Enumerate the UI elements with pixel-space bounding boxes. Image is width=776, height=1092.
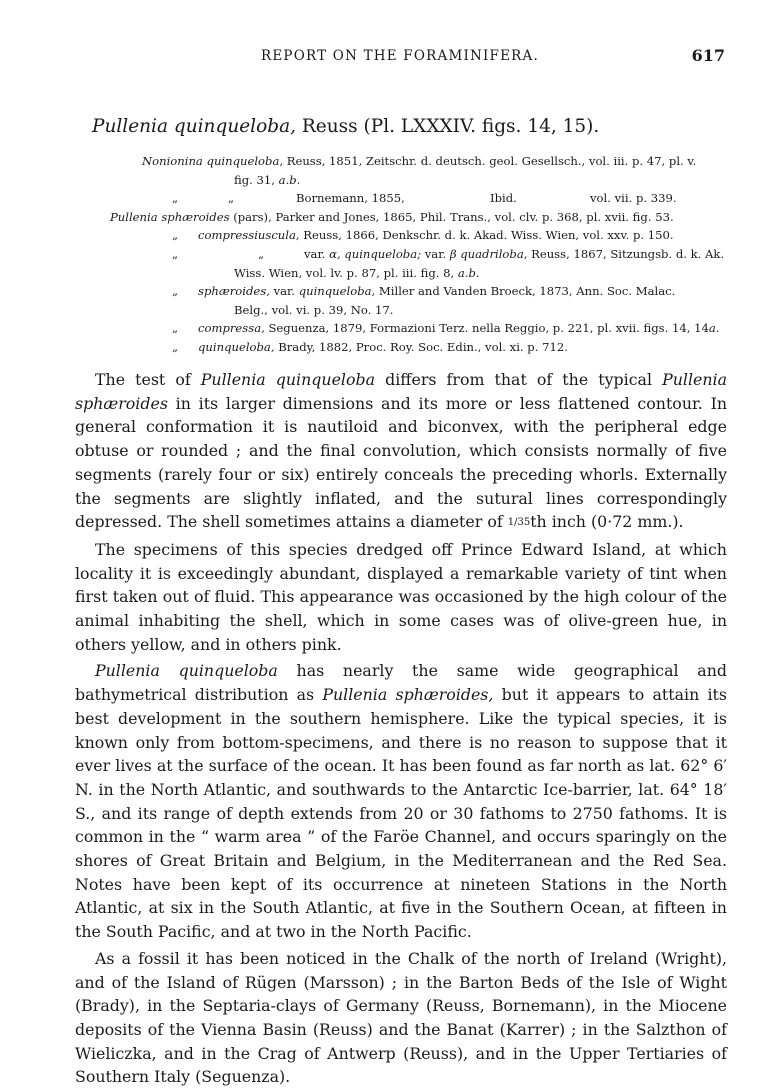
paragraph-fossil: As a fossil it has been noticed in the Chalk of the north of Ireland (Wright), and of the Island of Rügen (Marsson) ; in the Barton Beds of the Isle of Wight (Brady), in the Septaria-clays of Germany (Reuss, Bornemann), in the Miocene deposits of the Vienna Basin (Reuss) and the Banat (Karrer) ; in the Salzthon of Wieliczka, and in the Crag of Antwerp (Reuss), and in the Upper Tertiaries of Southern Italy (Seguenza). [75, 948, 727, 1087]
synonym-citation: var. [421, 246, 450, 261]
synonym-citation: Wiss. Wien, vol. lv. p. 87, pl. iii. fig. 8, [234, 265, 458, 280]
synonym-name: α, quinqueloba; [329, 246, 422, 261]
synonym-name: Nonionina quinqueloba, [142, 154, 284, 168]
ditto-mark: „ [172, 321, 179, 336]
synonym-citation: fig. 31, [234, 172, 279, 187]
species-name-italic: Pullenia sphæroides, [322, 685, 494, 705]
synonym-name: compressa, [198, 321, 265, 336]
synonym-citation: vol. vii. p. 339. [590, 191, 677, 206]
fraction: 1/35 [507, 517, 531, 529]
body-text [75, 368, 727, 1092]
ditto-mark: „ [228, 191, 235, 206]
synonymy-entry [110, 226, 726, 245]
synonym-citation: Reuss, 1851, Zeitschr. d. deutsch. geol. Gesellsch., vol. iii. p. 47, pl. v. [283, 154, 697, 168]
page-number: 617 [691, 46, 725, 65]
ditto-mark: „ [172, 339, 179, 354]
synonym-citation-italic: a.b. [457, 265, 480, 280]
synonymy-entry [110, 338, 726, 357]
synonym-citation: Miller and Vanden Broeck, 1873, Ann. Soc. Malac. [375, 284, 676, 299]
text-run: differs from that of the typical [375, 370, 663, 389]
synonym-citation-italic: a. [708, 321, 720, 336]
synonym-citation: Seguenza, 1879, Formazioni Terz. nella Reggio, p. 221, pl. xvii. figs. 14, 14 [264, 321, 709, 336]
synonymy-entry-continued [110, 171, 726, 190]
synonymy-entry [110, 208, 726, 227]
ditto-mark: „ [258, 246, 265, 261]
paragraph-specimens: The specimens of this species dredged off Prince Edward Island, at which locality it is exceedingly abundant, displayed a remarkable variety of tint when first taken out of fluid. This appearance was occasioned by the high colour of the animal inhabiting the shell, which in some cases was of olive-green hue, in others yellow, and in others pink. [75, 539, 727, 654]
synonym-citation: var. [304, 246, 330, 261]
synonym-name: sphæroides, [198, 284, 270, 299]
text-run: has nearly the same wide geographical and bathymetrical distribution as [75, 661, 727, 705]
synonymy-entry [110, 245, 726, 264]
text-run: but it appears to attain its best development in the southern hemisphere. Like the typical species, it is known only from bottom-specimens, and there is no reason to suppose that it ever lives at the surface of the ocean. It has been found as far north as lat. 62° 6′ N. in the North Atlantic, and southwards to the Antarctic Ice-barrier, lat. 64° 18′ S., and its range of depth extends from 20 or 30 fathoms to 2750 fathoms. It is common in the “ warm area ” of the Faröe Channel, and occurs sparingly on the shores of Great Britain and Belgium, in the Mediterranean and the Red Sea. Notes have been kept of its occurrence at nineteen Stations in the North Atlantic, at six in the South Atlantic, at five in the Southern Ocean, at fifteen in the South Pacific, and at two in the North Pacific. [75, 685, 727, 942]
paragraph-description [75, 368, 727, 535]
synonymy-entry [110, 189, 726, 208]
synonymy-entry-continued [110, 264, 726, 283]
synonym-citation: (pars), Parker and Jones, 1865, Phil. Trans., vol. clv. p. 368, pl. xvii. fig. 53. [229, 209, 674, 224]
ditto-mark: „ [172, 191, 179, 206]
synonym-name: compressiuscula, [198, 228, 300, 243]
running-title: REPORT ON THE FORAMINIFERA. [261, 48, 539, 64]
synonymy-entry [110, 319, 726, 338]
synonym-name: Pullenia sphæroides [110, 209, 230, 224]
synonymy-entry [110, 152, 726, 171]
ditto-mark: „ [172, 284, 179, 299]
ditto-mark: „ [172, 228, 179, 243]
synonym-citation: var. [269, 284, 299, 299]
synonymy-list [110, 152, 726, 357]
synonym-citation: Belg., vol. vi. p. 39, No. 17. [234, 302, 394, 317]
text-run: th inch (0·72 mm.). [530, 512, 684, 532]
species-name-italic: Pullenia quinqueloba [95, 661, 278, 681]
synonym-citation: Bornemann, 1855, [296, 191, 405, 206]
synonymy-entry [110, 282, 726, 301]
species-reference: Reuss (Pl. LXXXIV. figs. 14, 15). [296, 116, 600, 137]
synonym-citation: Reuss, 1867, Sitzungsb. d. k. Ak. [527, 246, 725, 261]
ditto-mark: „ [172, 246, 179, 261]
paragraph-distribution [75, 659, 727, 943]
synonym-name: quinqueloba, [198, 339, 275, 354]
synonym-citation: Reuss, 1866, Denkschr. d. k. Akad. Wiss. Wien, vol. xxv. p. 150. [299, 228, 674, 243]
running-header [75, 48, 725, 70]
text-run: The test of [95, 370, 201, 389]
synonym-name: β quadriloba, [449, 246, 528, 261]
species-heading [92, 116, 599, 137]
synonymy-entry-continued [110, 301, 726, 320]
text-run: in its larger dimensions and its more or less flattened contour. In general conformation it is nautiloid and biconvex, with the peripheral edge obtuse or rounded ; and the final convolution, which consists normally of five segments (rarely four or six) entirely conceals the preceding whorls. Externally the segments are slightly inflated, and the sutural lines correspondingly depressed. The shell sometimes attains a diameter of [75, 393, 727, 532]
synonym-citation: Brady, 1882, Proc. Roy. Soc. Edin., vol. xi. p. 712. [274, 339, 568, 354]
species-name: Pullenia quinqueloba, [92, 116, 296, 137]
synonym-name: quinqueloba, [298, 284, 376, 299]
synonym-citation-italic: a.b. [278, 172, 301, 187]
synonym-citation: Ibid. [490, 191, 517, 206]
species-name-italic: Pullenia quinqueloba [200, 370, 376, 389]
species-name-italic: Pullenia sphæroides [75, 370, 727, 413]
